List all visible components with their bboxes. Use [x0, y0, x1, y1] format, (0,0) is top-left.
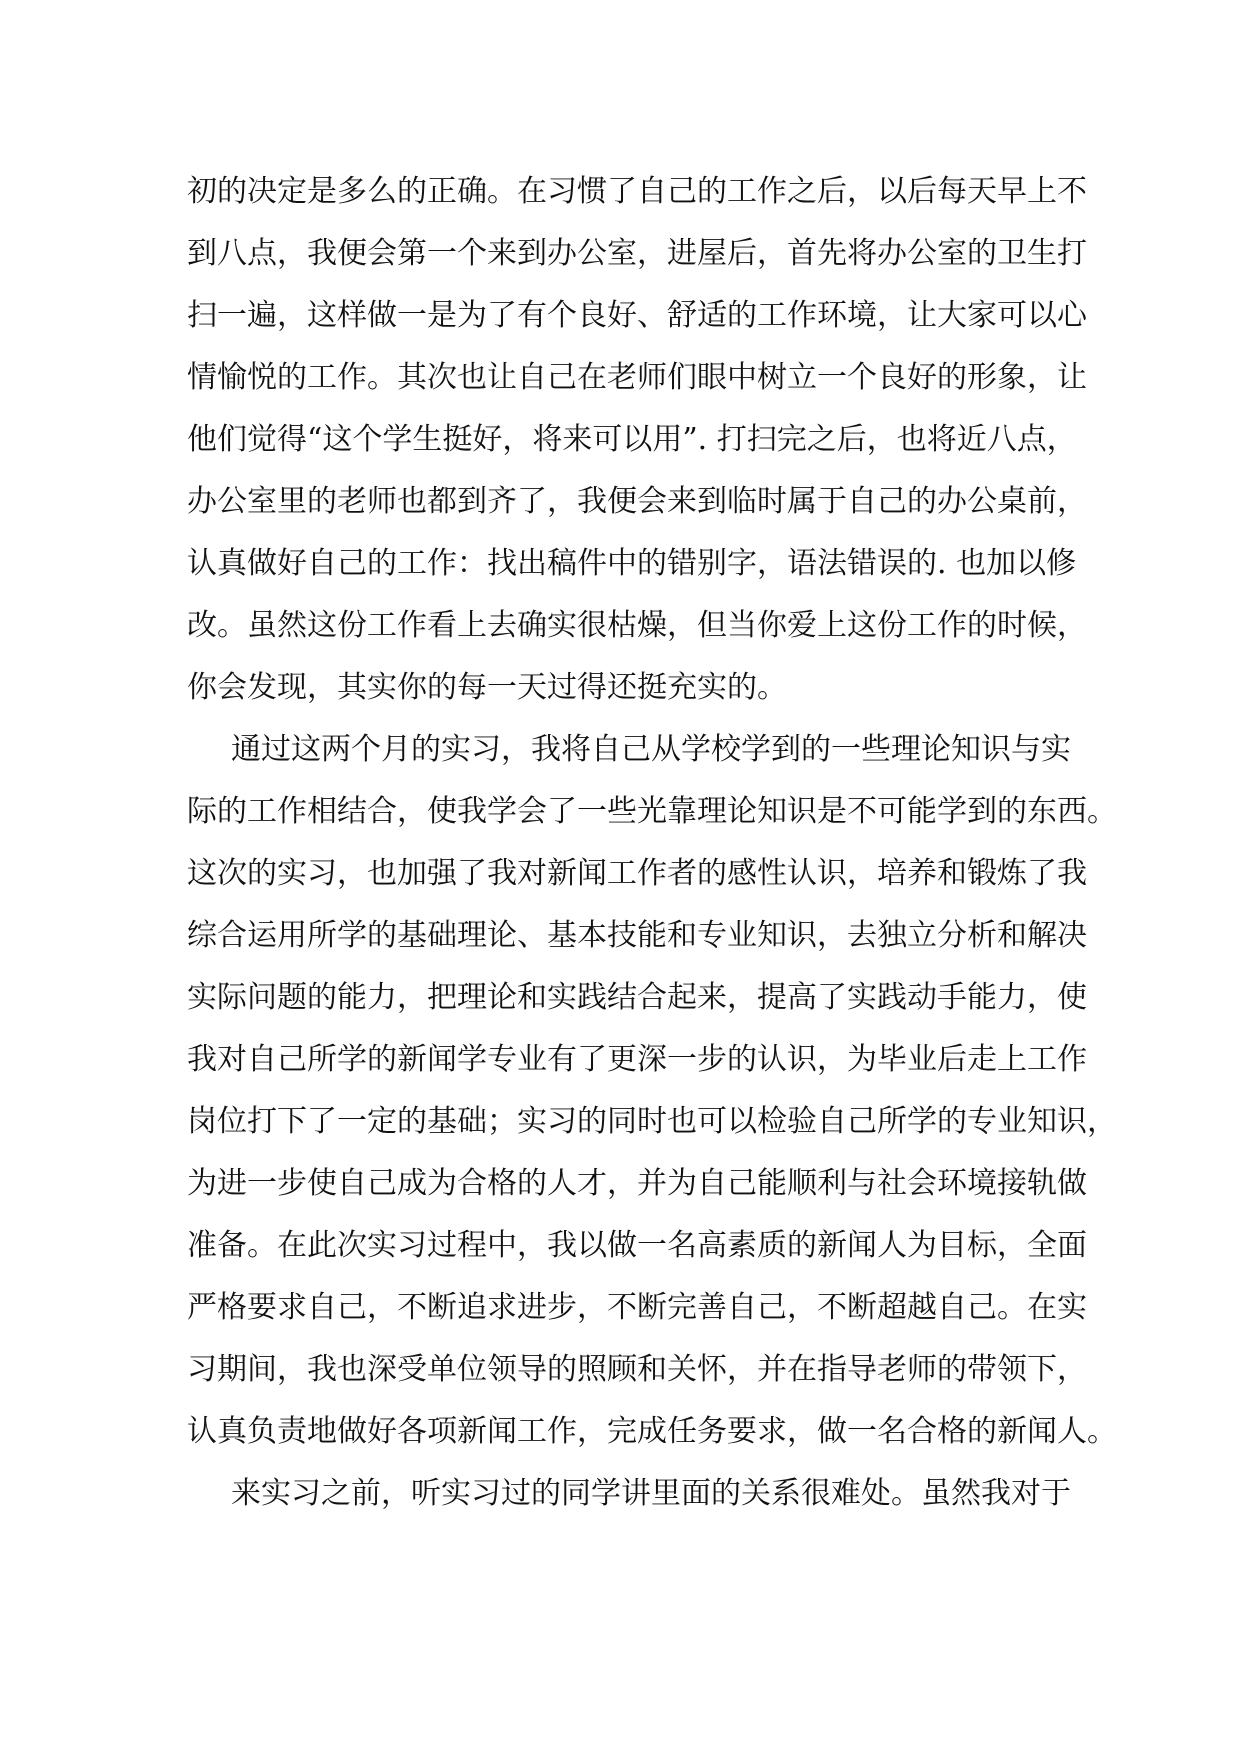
- text-line: 岗位打下了一定的基础；实习的同时也可以检验自己所学的专业知识，: [187, 1104, 1117, 1139]
- text-line: 办公室里的老师也都到齐了，我便会来到临时属于自己的办公桌前，: [187, 484, 1087, 519]
- text-line: 到八点，我便会第一个来到办公室，进屋后，首先将办公室的卫生打: [187, 236, 1087, 271]
- paragraph-2: [187, 719, 1117, 1463]
- text-line: 我对自己所学的新闻学专业有了更深一步的认识，为毕业后走上工作: [187, 1042, 1087, 1077]
- paragraph-3: [187, 1463, 1071, 1525]
- text-line: 严格要求自己，不断追求进步，不断完善自己，不断超越自己。在实: [187, 1290, 1087, 1325]
- text-line: 情愉悦的工作。其次也让自己在老师们眼中树立一个良好的形象，让: [187, 360, 1087, 395]
- text-line: 综合运用所学的基础理论、基本技能和专业知识，去独立分析和解决: [187, 918, 1087, 953]
- text-line: 这次的实习，也加强了我对新闻工作者的感性认识，培养和锻炼了我: [187, 856, 1087, 891]
- text-line: 习期间，我也深受单位领导的照顾和关怀，并在指导老师的带领下，: [187, 1352, 1087, 1387]
- text-line: 通过这两个月的实习，我将自己从学校学到的一些理论知识与实: [231, 732, 1071, 767]
- text-line: 准备。在此次实习过程中，我以做一名高素质的新闻人为目标，全面: [187, 1228, 1087, 1263]
- text-line: 实际问题的能力，把理论和实践结合起来，提高了实践动手能力，使: [187, 980, 1087, 1015]
- text-line: 来实习之前，听实习过的同学讲里面的关系很难处。虽然我对于: [231, 1476, 1071, 1511]
- text-line: 为进一步使自己成为合格的人才，并为自己能顺利与社会环境接轨做: [187, 1166, 1087, 1201]
- text-line: 认真负责地做好各项新闻工作，完成任务要求，做一名合格的新闻人。: [187, 1414, 1117, 1449]
- text-line: 初的决定是多么的正确。在习惯了自己的工作之后，以后每天早上不: [187, 174, 1087, 209]
- body-text: [187, 161, 1117, 1525]
- text-line: 改。虽然这份工作看上去确实很枯燥，但当你爱上这份工作的时候，: [187, 608, 1087, 643]
- text-line: 际的工作相结合，使我学会了一些光靠理论知识是不可能学到的东西。: [187, 794, 1117, 829]
- text-line: 他们觉得“这个学生挺好，将来可以用”. 打扫完之后，也将近八点，: [187, 422, 1077, 457]
- text-line: 扫一遍，这样做一是为了有个良好、舒适的工作环境，让大家可以心: [187, 298, 1087, 333]
- paragraph-1: [187, 161, 1087, 719]
- text-line: 认真做好自己的工作：找出稿件中的错别字，语法错误的. 也加以修: [187, 546, 1077, 581]
- text-line: 你会发现，其实你的每一天过得还挺充实的。: [187, 670, 787, 705]
